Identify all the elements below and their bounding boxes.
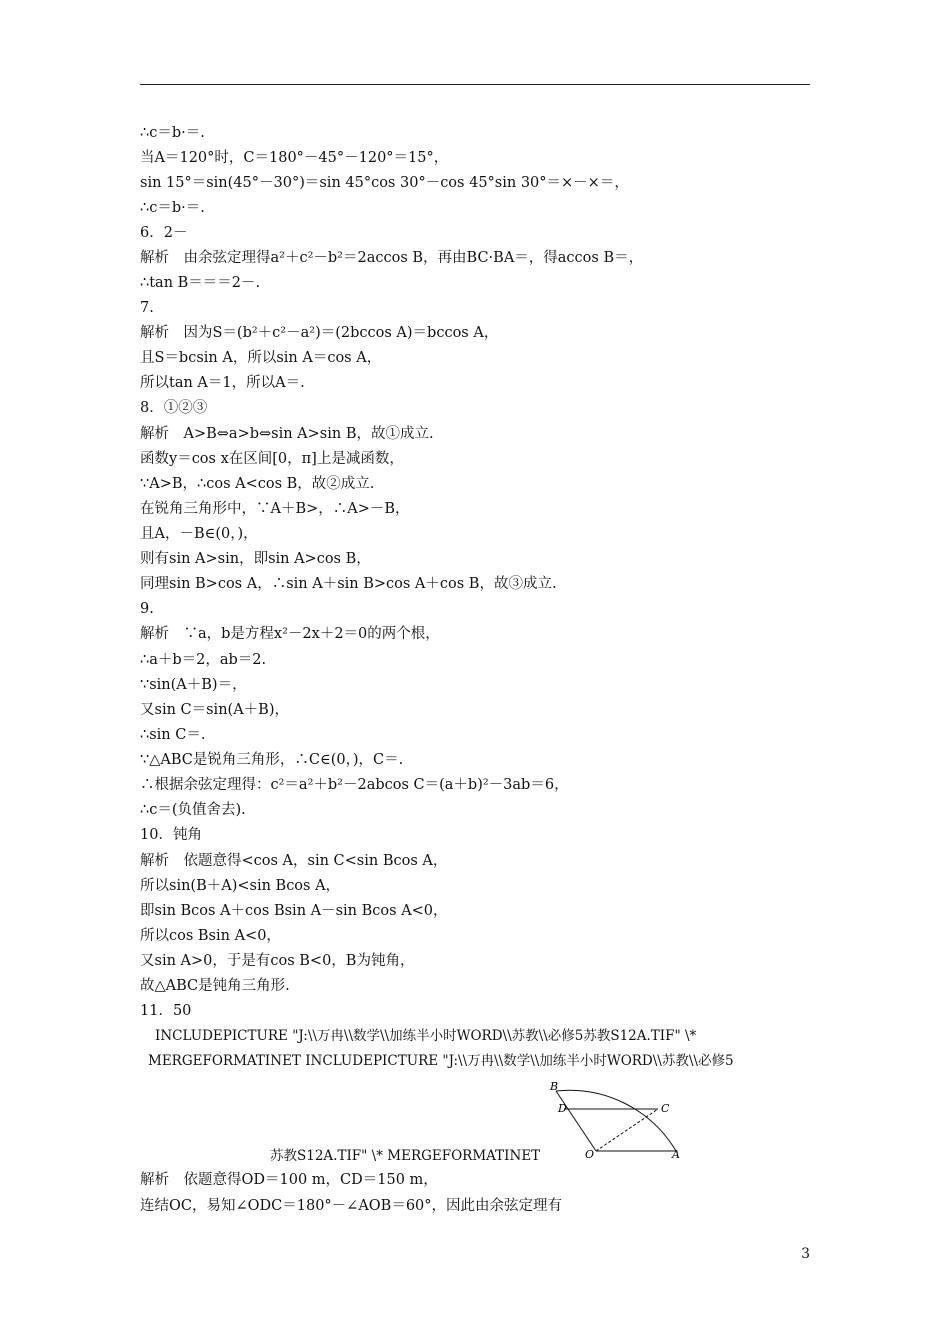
text-line: ∵sin(A＋B)＝，	[140, 677, 247, 693]
text-line: 函数y＝cos x在区间[0，π]上是减函数，	[140, 451, 404, 467]
text-line: ∴c＝b·＝.	[140, 125, 205, 141]
page-number: 3	[801, 1246, 810, 1262]
includepicture-field: INCLUDEPICTURE "J:\\万冉\\数学\\加练半小时WORD\\苏教\\必修5苏教S12A.TIF" \*	[155, 1028, 697, 1044]
text-line: ∴sin C＝.	[140, 727, 206, 743]
includepicture-field: 苏教S12A.TIF" \* MERGEFORMATINET	[270, 1148, 541, 1164]
sector-arc	[556, 1090, 676, 1151]
text-line: 解析 ∵a，b是方程x²－2x＋2＝0的两个根，	[140, 626, 440, 642]
text-line: 又sin C＝sin(A＋B)，	[140, 702, 289, 718]
text-line: 又sin A>0，于是有cos B<0，B为钝角，	[140, 953, 415, 969]
segment-ob	[556, 1091, 596, 1151]
label-a: A	[672, 1148, 680, 1161]
includepicture-field: MERGEFORMATINET INCLUDEPICTURE "J:\\万冉\\数学\\加练半小时WORD\\苏教\\必修5	[148, 1053, 734, 1069]
text-line: ∵A>B，∴cos A<cos B，故②成立.	[140, 476, 375, 492]
text-line: ∵△ABC是锐角三角形，∴C∈(0，)，C＝.	[140, 752, 404, 768]
label-b: B	[550, 1080, 559, 1093]
text-line: 当A＝120°时，C＝180°－45°－120°＝15°，	[140, 150, 449, 166]
text-line: 同理sin B>cos A，∴sin A＋sin B>cos A＋cos B，故③成立.	[140, 576, 557, 592]
text-line: 所以sin(B＋A)<sin Bcos A，	[140, 878, 341, 894]
text-line: 10．钝角	[140, 827, 202, 843]
text-line: 故△ABC是钝角三角形.	[140, 978, 290, 994]
text-line: ∴根据余弦定理得：c²＝a²＋b²－2abcos C＝(a＋b)²－3ab＝6，	[140, 777, 569, 793]
text-line: ∴c＝b·＝.	[140, 200, 205, 216]
segment-oc	[596, 1109, 658, 1151]
text-line: ∴c＝(负值舍去).	[140, 802, 246, 818]
text-line: ∴tan B＝＝＝2－.	[140, 275, 261, 291]
text-line: 且A，－B∈(0，)，	[140, 526, 258, 542]
sector-diagram	[540, 1078, 690, 1164]
text-line: 6．2－	[140, 225, 188, 241]
text-line: 且S＝bcsin A，所以sin A＝cos A，	[140, 350, 382, 366]
header-rule	[140, 84, 810, 85]
text-line: 解析 依题意得<cos A，sin C<sin Bcos A，	[140, 853, 448, 869]
text-line: 则有sin A>sin，即sin A>cos B，	[140, 551, 371, 567]
text-line: 解析 依题意得OD＝100 m，CD＝150 m，	[140, 1172, 438, 1188]
text-line: ∴a＋b＝2，ab＝2.	[140, 652, 267, 668]
text-line: 连结OC，易知∠ODC＝180°－∠AOB＝60°，因此由余弦定理有	[140, 1198, 563, 1214]
text-line: 解析 因为S＝(b²＋c²－a²)＝(2bccos A)＝bccos A，	[140, 325, 499, 341]
text-line: 8．①②③	[140, 400, 208, 416]
text-line: 解析 由余弦定理得a²＋c²－b²＝2accos B，再由BC·BA＝，得accos B＝，	[140, 250, 644, 266]
sector-figure	[540, 1078, 690, 1164]
label-d: D	[558, 1102, 567, 1115]
text-line: 在锐角三角形中，∵A＋B>，∴A>－B，	[140, 501, 410, 517]
text-line: sin 15°＝sin(45°－30°)＝sin 45°cos 30°－cos 45°sin 30°＝×－×＝，	[140, 175, 629, 191]
label-c: C	[661, 1102, 670, 1115]
text-line: 7.	[140, 300, 154, 316]
text-line: 所以tan A＝1，所以A＝.	[140, 375, 305, 391]
text-line: 9.	[140, 601, 154, 617]
text-line: 所以cos Bsin A<0，	[140, 928, 281, 944]
text-line: 11．50	[140, 1003, 192, 1019]
text-line: 即sin Bcos A＋cos Bsin A－sin Bcos A<0，	[140, 903, 448, 919]
label-o: O	[585, 1148, 595, 1161]
text-line: 解析 A>B⇔a>b⇔sin A>sin B，故①成立.	[140, 426, 434, 442]
